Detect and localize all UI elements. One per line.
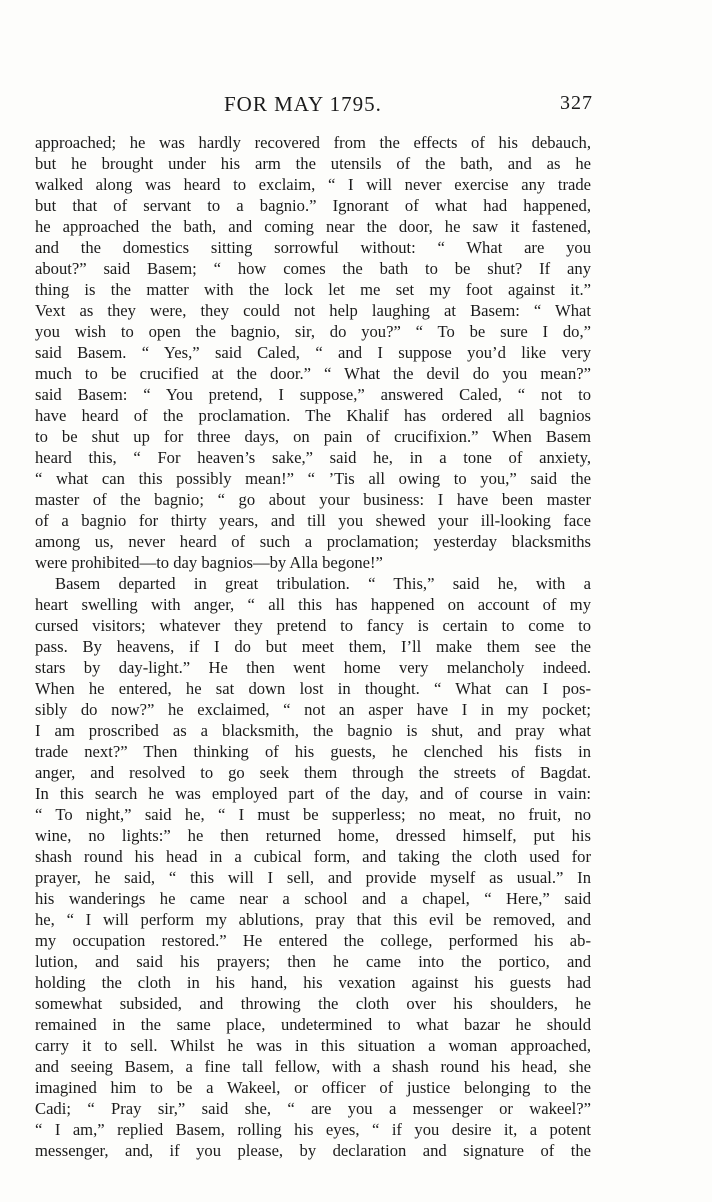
text-line: have heard of the proclamation. The Khalif has ordered all bagnios [35,406,591,425]
text-line: In this search he was employed part of the day, and of course in vain: [35,784,591,803]
text-line: holding the cloth in his hand, his vexation against his guests had [35,973,591,992]
text-line: were prohibited—to day bagnios—by Alla begone!” [35,553,383,572]
text-line: carry it to sell. Whilst he was in this situation a woman approached, [35,1036,591,1055]
text-line: “ To night,” said he, “ I must be supperless; no meat, no fruit, no [35,805,591,824]
text-line: remained in the same place, undetermined to what bazar he should [35,1015,591,1034]
text-line: heard this, “ For heaven’s sake,” said he, in a tone of anxiety, [35,448,591,467]
text-line: walked along was heard to exclaim, “ I will never exercise any trade [35,175,591,194]
text-line: trade next?” Then thinking of his guests, he clenched his fists in [35,742,591,761]
text-line: imagined him to be a Wakeel, or officer of justice belonging to the [35,1078,591,1097]
text-line: and seeing Basem, a fine tall fellow, with a shash round his head, she [35,1057,591,1076]
text-line: of a bagnio for thirty years, and till you shewed your ill-looking face [35,511,591,530]
text-line: heart swelling with anger, “ all this has happened on account of my [35,595,591,614]
text-line: Vext as they were, they could not help laughing at Basem: “ What [35,301,591,320]
text-line: his wanderings he came near a school and a chapel, “ Here,” said [35,889,591,908]
text-line: master of the bagnio; “ go about your business: I have been master [35,490,591,509]
body-text [35,132,591,1161]
text-line: When he entered, he sat down lost in thought. “ What can I pos- [35,679,591,698]
text-line: he approached the bath, and coming near the door, he saw it fastened, [35,217,591,236]
text-line: Basem departed in great tribulation. “ This,” said he, with a [55,574,591,593]
text-line: approached; he was hardly recovered from the effects of his debauch, [35,133,591,152]
text-line: wine, no lights:” he then returned home, dressed himself, put his [35,826,591,845]
text-line: messenger, and, if you please, by declaration and signature of the [35,1141,591,1160]
text-line: said Basem. “ Yes,” said Caled, “ and I suppose you’d like very [35,343,591,362]
page-number: 327 [560,92,593,114]
text-line: you wish to open the bagnio, sir, do you?” “ To be sure I do,” [35,322,591,341]
text-line: to be shut up for three days, on pain of crucifixion.” When Basem [35,427,591,446]
text-line: among us, never heard of such a proclamation; yesterday blacksmiths [35,532,591,551]
text-line: Cadi; “ Pray sir,” said she, “ are you a messenger or wakeel?” [35,1099,591,1118]
text-line: sibly do now?” he exclaimed, “ not an asper have I in my pocket; [35,700,591,719]
text-line: pass. By heavens, if I do but meet them, I’ll make them see the [35,637,591,656]
running-head: FOR MAY 1795. [224,92,382,116]
text-line: but he brought under his arm the utensils of the bath, and as he [35,154,591,173]
text-line: I am proscribed as a blacksmith, the bagnio is shut, and pray what [35,721,591,740]
text-line: much to be crucified at the door.” “ What the devil do you mean?” [35,364,591,383]
text-line: about?” said Basem; “ how comes the bath to be shut? If any [35,259,591,278]
text-line: and the domestics sitting sorrowful without: “ What are you [35,238,591,257]
text-line: prayer, he said, “ this will I sell, and provide myself as usual.” In [35,868,591,887]
page-header [0,92,712,122]
text-line: stars by day-light.” He then went home very melancholy indeed. [35,658,591,677]
text-line: lution, and said his prayers; then he came into the portico, and [35,952,591,971]
text-line: but that of servant to a bagnio.” Ignorant of what had happened, [35,196,591,215]
text-line: anger, and resolved to go seek them through the streets of Bagdat. [35,763,591,782]
text-line: “ I am,” replied Basem, rolling his eyes, “ if you desire it, a potent [35,1120,591,1139]
text-line: said Basem: “ You pretend, I suppose,” answered Caled, “ not to [35,385,591,404]
text-line: somewhat subsided, and throwing the cloth over his shoulders, he [35,994,591,1013]
text-line: “ what can this possibly mean!” “ ’Tis all owing to you,” said the [35,469,591,488]
text-line: he, “ I will perform my ablutions, pray that this evil be removed, and [35,910,591,929]
text-line: my occupation restored.” He entered the college, performed his ab- [35,931,591,950]
text-line: cursed visitors; whatever they pretend to fancy is certain to come to [35,616,591,635]
text-line: thing is the matter with the lock let me set my foot against it.” [35,280,591,299]
text-line: shash round his head in a cubical form, and taking the cloth used for [35,847,591,866]
